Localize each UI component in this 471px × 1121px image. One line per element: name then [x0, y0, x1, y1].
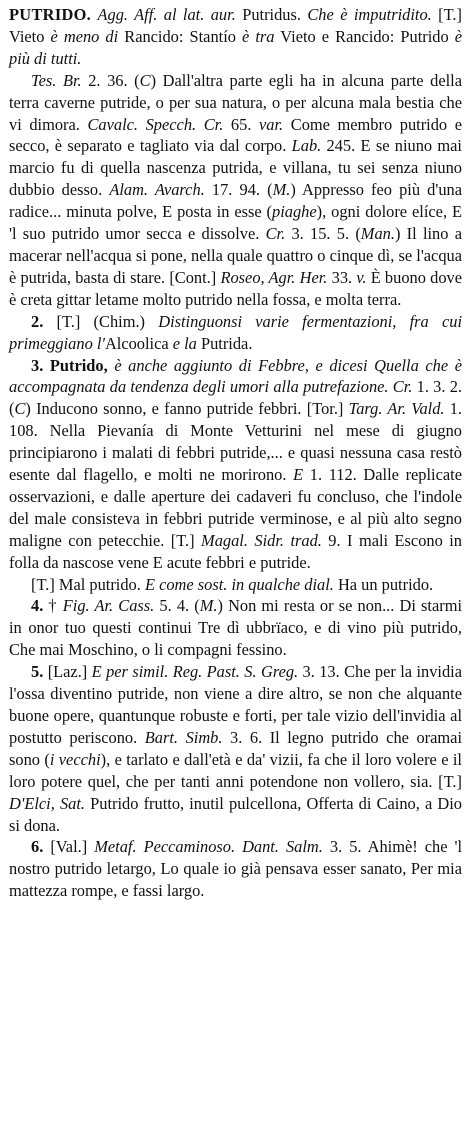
text-run: è tra — [242, 26, 275, 46]
text-run: C — [14, 399, 26, 419]
text-run: Distinguonsi varie fermentazioni, fra cui primeggiano l' — [9, 311, 462, 353]
text-run: Putrido, — [49, 355, 108, 375]
text-run: 3. 13. Che per la invidia l'ossa diventino putride, non viene a dire altro, se non che alquante buone opere, quantunque robuste e forti, per tale vizio dell'invidia al postutto periscono. — [9, 662, 462, 747]
text-run: [Val.] — [43, 837, 95, 857]
text-run: 3. 6. Il legno putrido che oramai sono ( — [9, 727, 462, 769]
text-run: Agg. Aff. al lat. aur. — [97, 5, 236, 24]
text-run: È buono dove è creta gittar letame molto putrido nella fossa, e molta terra. — [9, 267, 462, 309]
text-run: [Laz.] — [43, 662, 92, 682]
text-run: 4. — [31, 596, 44, 616]
entry-para-5 — [9, 595, 462, 661]
text-run: [T.] Vieto — [9, 5, 462, 46]
text-run: Bart. Simb. — [144, 727, 223, 747]
entry-para-2 — [9, 311, 462, 355]
text-run: ), ogni dolore elíce, E 'l suo putrido umor secca e dissolve. — [9, 202, 462, 244]
text-run: 3. — [31, 355, 44, 375]
text-run: [T.] (Chim.) — [43, 311, 159, 331]
text-run — [43, 356, 50, 375]
text-run: è meno di — [50, 26, 119, 46]
text-run: 1. 3. 2. ( — [9, 377, 463, 419]
entry-para-3 — [9, 355, 462, 574]
text-run: ), e tarlato e dall'età e da' vizii, fa che il loro volere e il loro potere quel, che per tanti anni potendone non vollero, sia. [T.] — [9, 749, 462, 791]
entry-para-4 — [9, 574, 462, 596]
text-run: piaghe — [272, 202, 317, 222]
text-run: 3. 15. 5. ( — [285, 224, 361, 244]
text-run: Alcoolica — [104, 333, 173, 353]
text-run: Vieto e Rancido: Putrido — [274, 26, 455, 46]
text-run: † — [43, 596, 63, 616]
text-run: Cr. — [265, 224, 286, 244]
text-run: è più di tutti. — [9, 26, 463, 68]
text-run: e la — [172, 333, 197, 353]
text-run: Man. — [360, 224, 395, 244]
text-run: 1. 108. Nella Pievanía di Monte Vetturini nel mese di giugno principiarono i malati di febbri putride,... e quasi nessuna casa restò esente dal flagello, e molti ne morirono. — [9, 399, 463, 485]
entry-para-6 — [9, 661, 462, 836]
text-run: Cr. — [392, 377, 413, 397]
text-run: 17. 94. ( — [204, 180, 273, 200]
text-run: 5. 4. ( — [154, 596, 200, 616]
text-run: Che è imputridito. — [307, 5, 432, 24]
text-run: Putrida. — [196, 333, 253, 353]
text-run: Fig. Ar. Cass. — [62, 596, 155, 616]
text-run: 33. — [327, 267, 357, 287]
text-run: E per simil. Reg. Past. S. Greg. — [91, 662, 299, 682]
text-run: 9. I mali Escono in folla da nascose vene E acute febbri e putride. — [9, 530, 462, 572]
text-run: v. — [356, 267, 367, 287]
text-run: Magal. Sidr. trad. — [201, 530, 322, 550]
text-run: i vecchi — [49, 749, 101, 769]
text-run: 65. — [223, 114, 260, 134]
entry-para-0 — [9, 4, 462, 70]
text-run: Rancido: Stantío — [118, 26, 243, 46]
text-run: Targ. Ar. Vald. — [348, 399, 445, 419]
entry-para-1 — [9, 70, 462, 311]
headword: PUTRIDO. — [9, 5, 92, 24]
text-run: Roseo, Agr. Her. — [220, 267, 328, 287]
text-run: 3. 5. Ahimè! che 'l nostro putrido letargo, Lo quale io già pensava esser sanato, Per mia mattezza rompe, e fassi largo. — [9, 837, 462, 901]
text-run: Putridus. — [235, 5, 308, 24]
text-run: Lab. — [291, 136, 322, 156]
text-run: 2. — [31, 311, 44, 331]
text-run: 1. 112. Dalle replicate osservazioni, e dalle aperture dei cadaveri fu concluso, che l'indole del male consisteva in febbri putride verminose, e al più alto segno maligne con petecchie. [T.] — [9, 465, 462, 550]
text-run: Tes. Br. — [31, 70, 82, 90]
text-run: 6. — [31, 837, 44, 857]
text-run: Putrido frutto, inutil pulcellona, Offerta di Caino, a Dio si dona. — [9, 793, 462, 835]
text-run: ) Non mi resta or se non... Di starmi in onor tuo questi continui Tre dì ubbrïaco, e di vino più putrido, Che mai Moschino, o li compagni fessino. — [9, 596, 462, 660]
text-run: E come sost. in qualche dial. — [144, 574, 334, 594]
text-run: ) Inducono sonno, e fanno putride febbri. [Tor.] — [25, 399, 349, 419]
text-run: ) Il lino a macerar nell'acqua si pone, nella quale quattro o cinque dì, se l'acqua è putrida, basta di stare. [Cont.] — [9, 224, 462, 287]
text-run: E — [293, 465, 304, 485]
text-run: C — [139, 70, 151, 90]
text-run: Alam. Avarch. — [109, 180, 205, 200]
text-run: var. — [259, 114, 284, 134]
text-run: ) Dall'altra parte egli ha in alcuna parte della terra caverne putride, o per sua natura, o per alcuna mala bestia che vi dimora. — [9, 70, 462, 134]
text-run: 2. 36. ( — [81, 70, 140, 90]
text-run: D'Elci, Sat. — [9, 793, 86, 813]
text-run: Come membro putrido e secco, è separato e tagliato via dal corpo. — [9, 114, 462, 156]
text-run: [T.] Mal putrido. — [31, 574, 145, 594]
text-run: 5. — [31, 662, 44, 682]
text-run: è anche aggiunto di Febbre, e dicesi Quella che è accompagnata da tendenza degli umori alla putrefazione. — [9, 355, 462, 397]
text-run: M. — [199, 596, 218, 616]
text-run: 245. E se niuno mai marcio fu di quella nascenza putrida, e villana, tu sei senza niuno dubbio desso. — [9, 136, 462, 200]
text-run: Cavalc. Specch. Cr. — [87, 114, 224, 134]
text-run: ) Appresso feo più d'una radice... minuta polve, E posta in esse ( — [9, 180, 463, 222]
entry-para-7 — [9, 836, 462, 902]
text-run: Ha un putrido. — [333, 574, 434, 594]
text-run: Metaf. Peccaminoso. Dant. Salm. — [94, 837, 323, 857]
text-run: M. — [272, 180, 291, 200]
